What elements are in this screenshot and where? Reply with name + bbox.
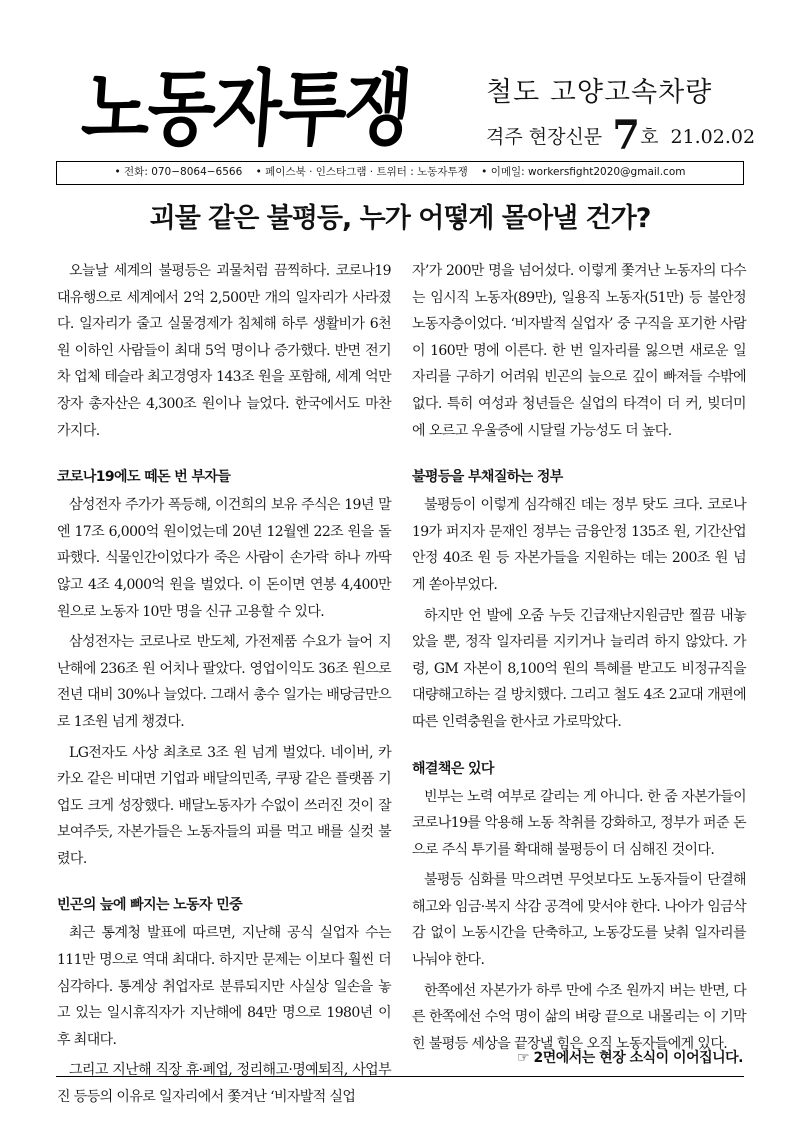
headline: 괴물 같은 불평등, 누가 어떻게 몰아낼 건가? — [149, 203, 651, 234]
contact-phone: • 전화: 070−8064−6566 — [114, 166, 243, 178]
paragraph: 삼성전자 주가가 폭등해, 이건희의 보유 주식은 19년 말엔 17조 6,000억 원이었는데 20년 12월엔 22조 원을 돌파했다. 식물인간이었다가 죽은 사람이 손가락 하나 까딱 않고 4조 4,000억 원을 벌었다. 이 돈이면 연봉 4,400만 원으로 노동자 10만 명을 신규 고용할 수 있다. — [57, 497, 391, 620]
paragraph: 삼성전자는 코로나로 반도체, 가전제품 수요가 늘어 지난해에 236조 원 어치나 팔았다. 영업이익도 36조 원으로 전년 대비 30%나 늘었다. 그래서 총수 일가는 배당금만으로 1조원 넘게 챙겼다. — [57, 634, 391, 730]
newspaper-title: 노동자투쟁 — [78, 62, 414, 157]
paragraph: LG전자도 사상 최초로 3조 원 넘게 벌었다. 네이버, 카카오 같은 비대면 기업과 배달의민족, 쿠팡 같은 플랫폼 기업도 크게 성장했다. 배달노동자가 수없이 쓰러진 것이 잘 보여주듯, 자본가들은 노동자들의 피를 먹고 배를 실컷 불렸다. — [57, 744, 391, 867]
section-heading: 불평등을 부채질하는 정부 — [412, 469, 563, 486]
issue-unit: 호 — [640, 126, 659, 148]
contact-email: • 이메일: workersfight2020@gmail.com — [481, 166, 686, 178]
issue-date: 21.02.02 — [670, 126, 756, 148]
issue-info — [486, 112, 755, 159]
section-heading: 코로나19에도 떼돈 번 부자들 — [57, 469, 231, 486]
section-heading: 해결책은 있다 — [412, 760, 494, 777]
continued-on-page-2-note: ☞ 2면에서는 현장 소식이 이어집니다. — [517, 1050, 743, 1066]
contact-social: • 페이스북 · 인스타그램 · 트위터 : 노동자투쟁 — [255, 166, 468, 178]
paragraph: 불평등 심화를 막으려면 무엇보다도 노동자들이 단결해 해고와 임금·복지 삭감 공격에 맞서야 한다. 나아가 임금삭감 없이 노동시간을 단축하고, 노동강도를 낮춰 일자리를 나눠야 한다. — [412, 872, 746, 969]
paragraph: 하지만 언 발에 오줌 누듯 긴급재난지원금만 찔끔 내놓았을 뿐, 정작 일자리를 지키거나 늘리려 하지 않았다. 가령, GM 자본이 8,100억 원의 특혜를 받고도 비정규직을 대량해고하는 걸 방치했다. 그리고 철도 4조 2교대 개편에 따른 인력충원을 한사코 가로막았다. — [412, 607, 746, 730]
issue-prefix: 격주 현장신문 — [486, 126, 603, 148]
paragraph: 그리고 지난해 직장 휴·폐업, 정리해고·명예퇴직, 사업부진 등등의 이유로 일자리에서 쫓겨난 ‘비자발적 실업 — [57, 1062, 391, 1106]
section-heading: 빈곤의 늪에 빠지는 노동자 민중 — [57, 897, 243, 914]
bottom-divider — [56, 1076, 744, 1077]
right-column — [412, 258, 746, 1061]
issue-number: 7 — [612, 112, 641, 159]
intro-paragraph: 오늘날 세계의 불평등은 괴물처럼 끔찍하다. 코로나19 대유행으로 세계에서 2억 2,500만 개의 일자리가 사라졌다. 일자리가 줄고 실물경제가 침체해 하루 생활비가 6천 원 이하인 사람들이 최대 5억 명이나 증가했다. 반면 전기차 업체 테슬라 최고경영자 143조 원을 포함해, 세계 억만장자 총자산은 4,300조 원이나 늘었다. 한국에서도 마찬가지다. — [57, 263, 391, 439]
paragraph: 한쪽에선 자본가가 하루 만에 수조 원까지 버는 반면, 다른 한쪽에선 수억 명이 삶의 벼랑 끝으로 내몰리는 이 기막힌 불평등 세상을 끝장낼 힘은 오직 노동자들에게 있다. — [412, 982, 746, 1052]
paragraph: 빈부는 노력 여부로 갈리는 게 아니다. 한 줌 자본가들이 코로나19를 악용해 노동 착취를 강화하고, 정부가 퍼준 돈으로 주식 투기를 확대해 불평등이 더 심해진 것이다. — [412, 788, 746, 858]
continued-paragraph: 자’가 200만 명을 넘어섰다. 이렇게 쫓겨난 노동자의 다수는 임시직 노동자(89만), 일용직 노동자(51만) 등 불안정 노동자층이었다. ‘비자발적 실업자’ 중 구직을 포기한 사람이 160만 명에 이른다. 한 번 일자리를 잃으면 새로운 일자리를 구하기 어려워 빈곤의 늪으로 깊이 빠져들 수밖에 없다. 특히 여성과 청년들은 실업의 타격이 더 커, 빚더미에 오르고 우울증에 시달릴 가능성도 더 높다. — [412, 263, 746, 439]
paragraph: 최근 통계청 발표에 따르면, 지난해 공식 실업자 수는 111만 명으로 역대 최대다. 하지만 문제는 이보다 훨씬 더 심각하다. 통계상 취업자로 분류되지만 사실상 일손을 놓고 있는 일시휴직자가 지난해에 84만 명으로 1980년 이후 최대다. — [57, 925, 391, 1048]
newspaper-subtitle: 철도 고양고속차량 — [486, 77, 713, 108]
paragraph: 불평등이 이렇게 심각해진 데는 정부 탓도 크다. 코로나19가 퍼지자 문재인 정부는 금융안정 135조 원, 기간산업안정 40조 원 등 자본가들을 지원하는 데는 200조 원 넘게 쏟아부었다. — [412, 497, 746, 593]
contact-bar — [56, 161, 744, 185]
left-column — [57, 258, 391, 1115]
